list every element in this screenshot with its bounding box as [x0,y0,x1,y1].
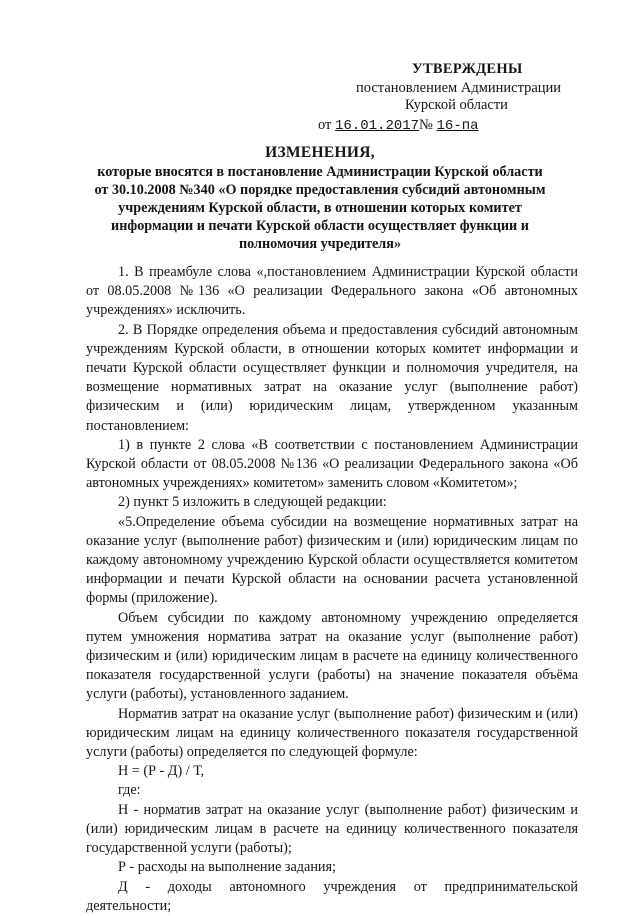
definition-r: Р - расходы на выполнение задания; [118,859,336,876]
approval-line-2: Курской области [405,97,508,113]
approval-title: УТВЕРЖДЕНЫ [412,61,523,77]
paragraph-subsidy-volume: Объем субсидии по каждому автономному учреждению определяется путем умножения норматива затрат на оказание услуг (выполнение работ) физическим и (или) юридическим лицам в расчете на единицу количественного показателя государственной услуги (работы) на значение показателя объёма услуги (работы), установленного заданием. [86,609,578,703]
heading-line-4: информации и печати Курской области осуществляет функции и [111,218,529,234]
approval-date-line [318,117,479,134]
document-body [86,263,578,916]
approval-number-sign: № [419,117,433,133]
approval-date-prefix: от [318,117,332,133]
definition-d: Д - доходы автономного учреждения от предпринимательской деятельности; [86,878,578,914]
heading-line-1: которые вносятся в постановление Администрации Курской области [97,164,543,180]
paragraph-item-1: 1) в пункте 2 слова «В соответствии с постановлением Администрации Курской области от 08.05.2008 №136 «О реализации Федерального закона «Об автономных учреждениях» комитетом» заменить словом «Комитетом»; [86,436,578,492]
formula: Н = (Р - Д) / Т, [118,763,205,780]
approval-line-1: постановлением Администрации [356,80,562,96]
paragraph-item-2: 2) пункт 5 изложить в следующей редакции: [118,494,387,511]
paragraph-order-changes: 2. В Порядке определения объема и предоставления субсидий автономным учреждениям Курской области, в отношении которых комитет информации и печати Курской области осуществляет функции и полномочия учредителя, на возмещение нормативных затрат на оказание услуг (выполнение работ) физическим и (или) юридическим лицам, утвержденном указанным постановлением: [86,321,578,434]
paragraph-norm-definition: Норматив затрат на оказание услуг (выполнение работ) физическим и (или) юридическим лицам на единицу количественного показателя государственной услуги (работы) определяется по следующей формуле: [86,705,578,761]
heading-line-5: полномочия учредителя» [238,236,402,252]
heading-line-2: от 30.10.2008 №340 «О порядке предоставления субсидий автономным [94,182,546,198]
definition-n: Н - норматив затрат на оказание услуг (выполнение работ) физическим и (или) юридическим лицам в расчете на единицу количественного показателя государственной услуги (работы); [86,801,578,857]
heading-line-3: учреждениям Курской области, в отношении которых комитет [118,200,522,216]
approval-number: 16-па [436,118,479,134]
formula-where: где: [118,782,141,799]
document-title: ИЗМЕНЕНИЯ, [265,144,375,161]
paragraph-point-5: «5.Определение объема субсидии на возмещение нормативных затрат на оказание услуг (выполнение работ) физическим и (или) юридическим лицам по каждому автономному учреждению Курской области осуществляется комитетом информации и печати Курской области на основании расчета установленной формы (приложение). [86,513,578,607]
paragraph-preamble: 1. В преамбуле слова «,постановлением Администрации Курской области от 08.05.2008 №136 «О реализации Федерального закона «Об автономных учреждениях» исключить. [86,264,578,319]
approval-date: 16.01.2017 [335,118,420,134]
